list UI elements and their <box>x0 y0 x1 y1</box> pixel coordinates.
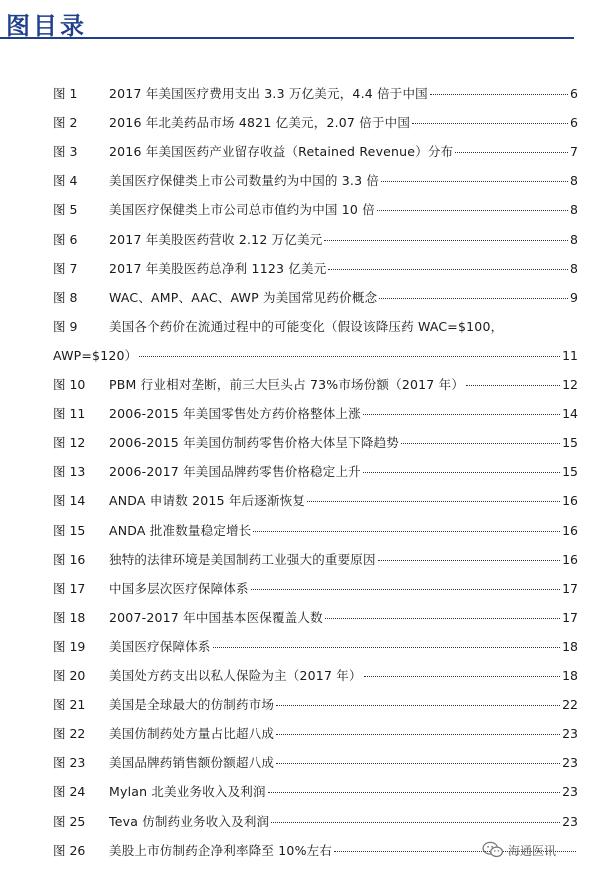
dot-leader <box>276 733 560 735</box>
figure-number: 图 25 <box>53 813 86 829</box>
figure-title: 美国医疗保障体系 <box>109 638 211 654</box>
entry-line <box>109 114 578 132</box>
figure-title: 美股上市仿制药企净利率降至 10%左右 <box>109 842 333 858</box>
page-number: 8 <box>570 173 578 189</box>
figure-number: 图 16 <box>53 551 86 567</box>
entry-line <box>109 201 578 219</box>
dot-leader <box>324 239 568 241</box>
dot-leader <box>253 530 560 532</box>
figure-number: 图 22 <box>53 726 86 742</box>
toc-entry[interactable] <box>53 667 578 685</box>
wechat-icon <box>482 841 504 859</box>
figure-number: 图 9 <box>53 318 78 334</box>
dot-leader <box>412 122 568 124</box>
entry-line <box>109 376 578 394</box>
page-number: 23 <box>562 784 578 800</box>
dot-leader <box>325 617 560 619</box>
entry-line <box>109 813 578 831</box>
toc-entry[interactable] <box>53 376 578 394</box>
figure-title: 2016 年北美药品市场 4821 亿美元，2.07 倍于中国 <box>109 115 411 131</box>
toc-entry[interactable] <box>53 638 578 656</box>
dot-leader <box>401 442 560 444</box>
dot-leader <box>455 151 568 153</box>
toc-entry[interactable] <box>53 492 578 510</box>
figure-title: ANDA 批准数量稳定增长 <box>109 522 252 538</box>
entry-line <box>109 172 578 190</box>
dot-leader <box>307 500 560 502</box>
figure-title: 美国医疗保健类上市公司总市值约为中国 10 倍 <box>109 202 375 218</box>
dot-leader <box>271 821 560 823</box>
page-number: 9 <box>570 289 578 305</box>
entry-line <box>109 318 578 336</box>
figure-number: 图 6 <box>53 231 78 247</box>
toc-entry[interactable] <box>53 201 578 219</box>
dot-leader <box>276 704 560 706</box>
page-number: 14 <box>562 406 578 422</box>
figure-number: 图 14 <box>53 493 86 509</box>
page-number: 16 <box>562 522 578 538</box>
toc-entry[interactable] <box>53 114 578 132</box>
toc-entry[interactable] <box>53 172 578 190</box>
dot-leader <box>381 180 568 182</box>
figure-number: 图 24 <box>53 784 86 800</box>
dot-leader <box>430 93 568 95</box>
figure-number: 图 5 <box>53 202 78 218</box>
entry-line <box>109 725 578 743</box>
figure-number: 图 12 <box>53 435 86 451</box>
page-number: 15 <box>562 464 578 480</box>
toc-entry[interactable] <box>53 231 578 249</box>
page-number: 6 <box>570 86 578 101</box>
page-number: 11 <box>562 347 578 363</box>
dot-leader <box>363 471 560 473</box>
entry-line <box>109 260 578 278</box>
toc-entry[interactable] <box>53 143 578 161</box>
entry-line <box>109 667 578 685</box>
figure-number: 图 20 <box>53 668 86 683</box>
entry-line <box>109 696 578 714</box>
toc-entry[interactable] <box>53 85 578 103</box>
dot-leader <box>268 791 560 793</box>
figure-title: 美国仿制药处方量占比超八成 <box>109 726 275 742</box>
watermark-text: 海通医讯 <box>508 843 557 858</box>
figure-title: 美国处方药支出以私人保险为主（2017 年） <box>109 668 362 683</box>
page-number: 22 <box>562 697 578 713</box>
dot-leader <box>276 762 560 764</box>
toc-entry[interactable] <box>53 754 578 772</box>
figure-title: 2006-2015 年美国仿制药零售价格大体呈下降趋势 <box>109 435 400 451</box>
dot-leader <box>139 355 560 357</box>
entry-line <box>109 405 578 423</box>
entry-line <box>109 143 578 161</box>
figure-title: 2006-2017 年美国品牌药零售价格稳定上升 <box>109 464 361 480</box>
figure-title: 中国多层次医疗保障体系 <box>109 580 249 596</box>
figure-number: 图 21 <box>53 697 86 713</box>
entry-line <box>109 231 578 249</box>
entry-line <box>109 522 578 540</box>
figure-title-continued: AWP=$120） <box>53 347 138 363</box>
figure-title: WAC、AMP、AAC、AWP 为美国常见药价概念 <box>109 289 378 305</box>
figure-title: 美国各个药价在流通过程中的可能变化（假设该降压药 WAC=$100， <box>109 318 504 334</box>
toc-entry[interactable] <box>53 696 578 714</box>
page-number: 6 <box>570 115 578 131</box>
figure-title: 美国是全球最大的仿制药市场 <box>109 697 275 713</box>
page-number: 17 <box>562 609 578 625</box>
entry-line <box>109 551 578 569</box>
toc-entry[interactable] <box>53 580 578 598</box>
dot-leader <box>364 675 560 677</box>
figure-number: 图 8 <box>53 289 78 305</box>
header <box>0 0 593 44</box>
page-number: 8 <box>570 231 578 247</box>
figure-number: 图 1 <box>53 86 78 101</box>
toc-entry[interactable] <box>53 551 578 569</box>
figure-number: 图 15 <box>53 522 86 538</box>
toc-entry[interactable] <box>53 783 578 801</box>
entry-line <box>109 492 578 510</box>
page-number: 7 <box>570 144 578 160</box>
page-number: 23 <box>562 726 578 742</box>
figure-number: 图 2 <box>53 115 78 131</box>
figure-number: 图 10 <box>53 377 86 392</box>
dot-leader <box>251 588 560 590</box>
figure-title: 2017 年美股医药营收 2.12 万亿美元 <box>109 231 323 247</box>
figure-title: 2016 年美国医药产业留存收益（Retained Revenue）分布 <box>109 144 454 160</box>
entry-line <box>109 85 578 103</box>
figure-number: 图 23 <box>53 755 86 771</box>
entry-line <box>109 783 578 801</box>
toc-entry[interactable] <box>53 522 578 540</box>
dot-leader <box>328 268 568 270</box>
figure-title: 2017 年美股医药总净利 1123 亿美元 <box>109 260 327 276</box>
page-number: 17 <box>562 580 578 596</box>
page-number: 15 <box>562 435 578 451</box>
figure-title: 美国品牌药销售额份额超八成 <box>109 755 275 771</box>
figure-number: 图 26 <box>53 842 86 858</box>
page-number: 23 <box>562 813 578 829</box>
page-number: 23 <box>562 755 578 771</box>
figure-title: 2006-2015 年美国零售处方药价格整体上涨 <box>109 406 361 422</box>
page-number: 8 <box>570 260 578 276</box>
figure-title: Teva 仿制药业务收入及利润 <box>109 813 270 829</box>
page-number: 12 <box>562 377 578 392</box>
figure-number: 图 13 <box>53 464 86 480</box>
entry-line <box>109 754 578 772</box>
toc-entry-continuation[interactable] <box>53 347 578 365</box>
toc-entry[interactable] <box>53 609 578 627</box>
figure-title: PBM 行业相对垄断，前三大巨头占 73%市场份额（2017 年） <box>109 377 465 392</box>
toc-entry[interactable] <box>53 260 578 278</box>
entry-line <box>109 434 578 452</box>
figure-title: Mylan 北美业务收入及利润 <box>109 784 266 800</box>
dot-leader <box>363 413 560 415</box>
page-number: 16 <box>562 493 578 509</box>
dot-leader <box>377 209 568 211</box>
toc-entry[interactable] <box>53 405 578 423</box>
figure-number: 图 19 <box>53 638 86 654</box>
figure-number: 图 4 <box>53 173 78 189</box>
figure-number: 图 3 <box>53 144 78 160</box>
page-number: 18 <box>562 668 578 683</box>
toc-entry[interactable] <box>53 813 578 831</box>
figure-number: 图 18 <box>53 609 86 625</box>
page-number: 8 <box>570 202 578 218</box>
toc-entry[interactable] <box>53 289 578 307</box>
figure-title: 2017 年美国医疗费用支出 3.3 万亿美元，4.4 倍于中国 <box>109 86 428 101</box>
figure-title: 独特的法律环境是美国制药工业强大的重要原因 <box>109 551 376 567</box>
watermark <box>482 838 582 862</box>
figure-number: 图 7 <box>53 260 78 276</box>
figure-title: 美国医疗保健类上市公司数量约为中国的 3.3 倍 <box>109 173 380 189</box>
figure-number: 图 17 <box>53 580 86 596</box>
figure-title: ANDA 申请数 2015 年后逐渐恢复 <box>109 493 306 509</box>
dot-leader <box>378 559 560 561</box>
page-number: 18 <box>562 638 578 654</box>
entry-line <box>109 289 578 307</box>
page-number: 16 <box>562 551 578 567</box>
toc-entry[interactable] <box>53 318 578 336</box>
figure-title: 2007-2017 年中国基本医保覆盖人数 <box>109 609 323 625</box>
figure-number: 图 11 <box>53 406 86 422</box>
title-rule <box>0 37 574 39</box>
dot-leader <box>466 384 560 386</box>
entry-line <box>109 638 578 656</box>
entry-line <box>109 580 578 598</box>
toc-entry[interactable] <box>53 725 578 743</box>
toc-entry[interactable] <box>53 434 578 452</box>
entry-line <box>109 609 578 627</box>
page-title: 图目录 <box>6 12 87 40</box>
dot-leader <box>379 297 568 299</box>
entry-line <box>109 463 578 481</box>
dot-leader <box>213 646 560 648</box>
toc-entry[interactable] <box>53 463 578 481</box>
